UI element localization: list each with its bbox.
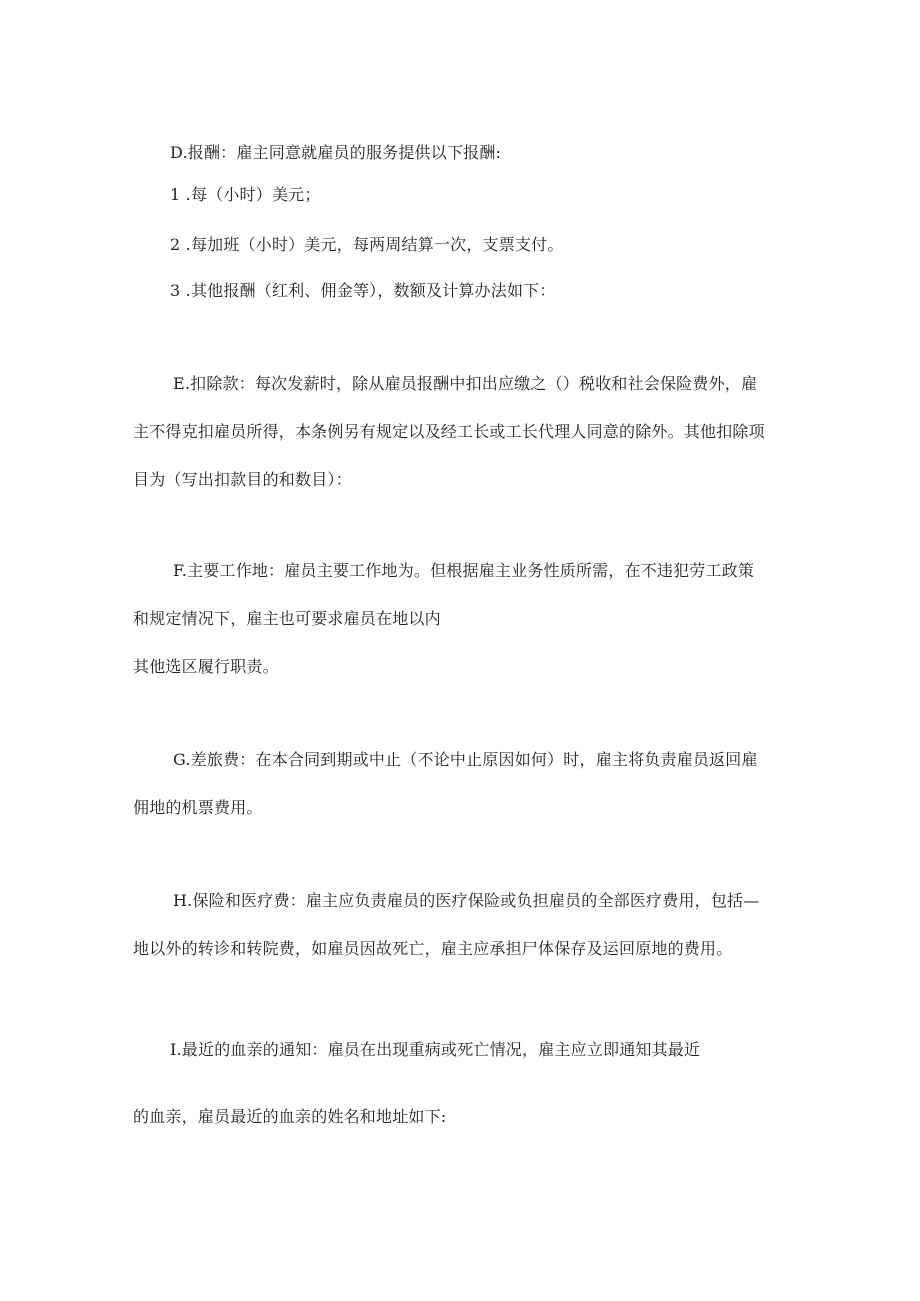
section-e-line-2: 主不得克扣雇员所得，本条例另有规定以及经工长或工长代理人同意的除外。其他扣除项 (133, 422, 765, 441)
section-g-line-1: G.差旅费：在本合同到期或中止（不论中止原因如何）时，雇主将负责雇员返回雇 (173, 750, 758, 769)
section-d-item-3: 3 .其他报酬（红利、佣金等），数额及计算办法如下： (170, 281, 556, 300)
section-f-line-3: 其他选区履行职责。 (133, 657, 279, 676)
section-g-line-2: 佣地的机票费用。 (133, 798, 263, 817)
section-i-line-1: I.最近的血亲的通知：雇员在出现重病或死亡情况，雇主应立即通知其最近 (170, 1040, 701, 1059)
section-h-line-1: H.保险和医疗费：雇主应负责雇员的医疗保险或负担雇员的全部医疗费用，包括— (173, 891, 760, 910)
section-d-item-1: 1 .每（小时）美元； (170, 185, 321, 204)
section-i-line-2: 的血亲，雇员最近的血亲的姓名和地址如下: (133, 1107, 447, 1126)
section-f-line-1: F.主要工作地：雇员主要工作地为。但根据雇主业务性质所需，在不违犯劳工政策 (173, 561, 755, 580)
section-e-line-1: E.扣除款：每次发薪时，除从雇员报酬中扣出应缴之（）税收和社会保险费外，雇 (173, 374, 758, 393)
section-d-heading: D.报酬：雇主同意就雇员的服务提供以下报酬: (170, 143, 502, 162)
section-d-item-2: 2 .每加班（小时）美元，每两周结算一次，支票支付。 (170, 235, 564, 254)
section-e-line-3: 目为（写出扣款目的和数目）： (133, 470, 352, 489)
section-h-line-2: 地以外的转诊和转院费，如雇员因故死亡，雇主应承担尸体保存及运回原地的费用。 (133, 939, 733, 958)
section-f-line-2: 和规定情况下，雇主也可要求雇员在地以内 (133, 609, 441, 628)
